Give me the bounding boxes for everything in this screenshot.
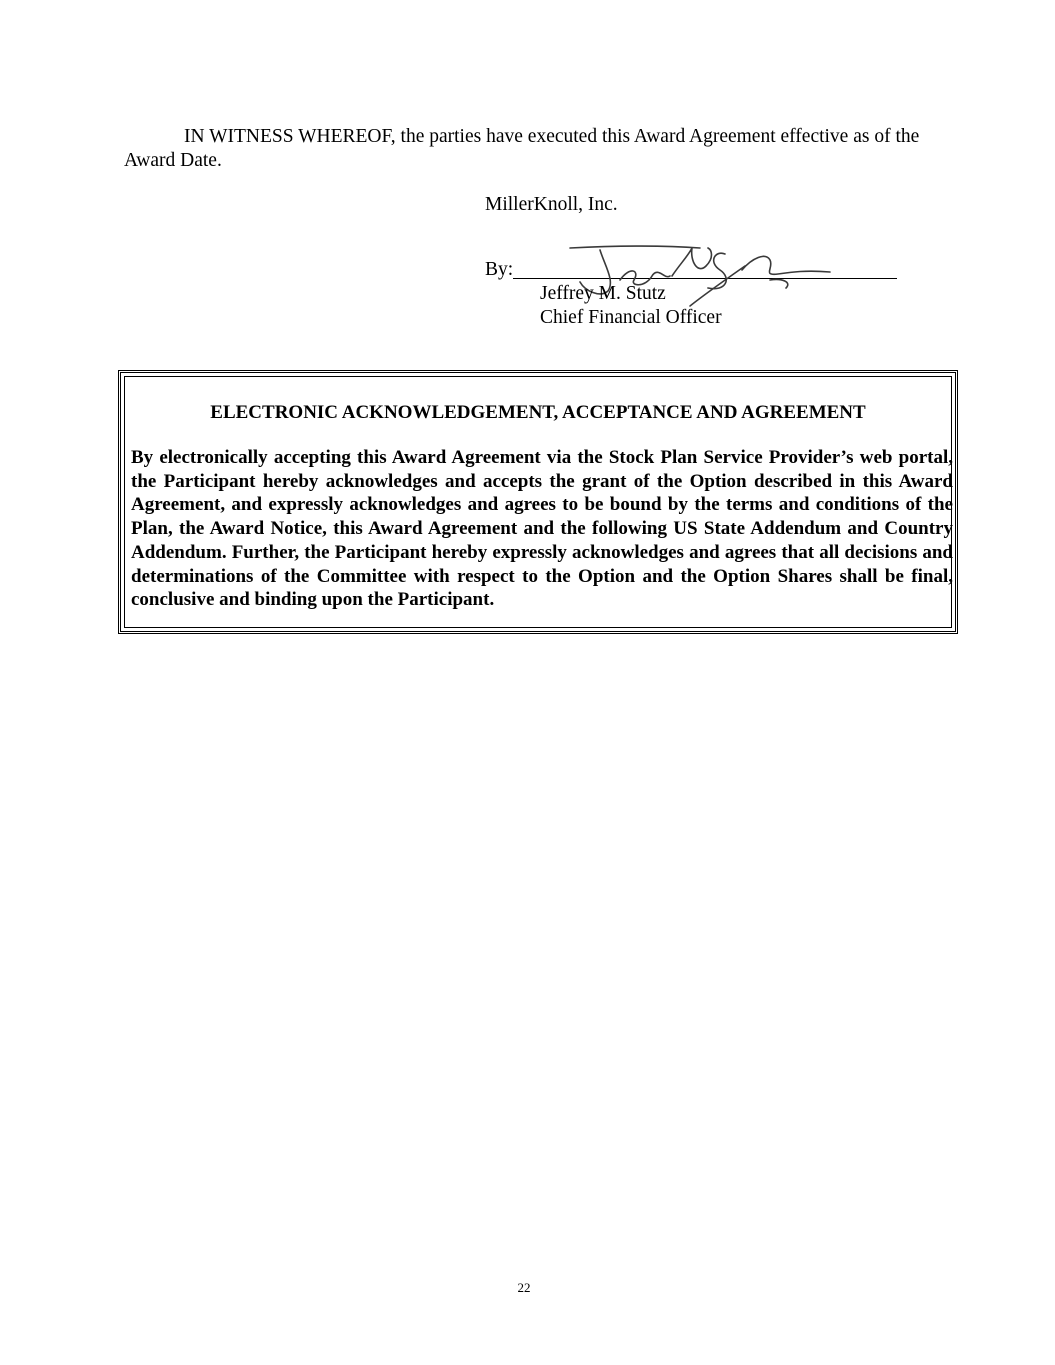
page-number: 22 (517, 1280, 531, 1295)
signer-title: Chief Financial Officer (540, 307, 722, 328)
company-name: MillerKnoll, Inc. (485, 194, 618, 215)
acknowledgement-box (118, 370, 958, 634)
witness-paragraph: IN WITNESS WHEREOF, the parties have executed this Award Agreement effective as of the Award Date. (124, 126, 920, 171)
acknowledgement-title: ELECTRONIC ACKNOWLEDGEMENT, ACCEPTANCE AND AGREEMENT (210, 402, 866, 423)
signer-name: Jeffrey M. Stutz (540, 283, 666, 304)
acknowledgement-body: By electronically accepting this Award Agreement via the Stock Plan Service Provider’s web portal, the Participant hereby acknowledges and accepts the grant of the Option described in this Award Agreement, and expressly acknowledges and agrees to be bound by the terms and conditions of the Plan, the Award Notice, this Award Agreement and the following US State Addendum and Country Addendum. Further, the Participant hereby expressly acknowledges and agrees that all decisions and determinations of the Committee with respect to the Option and the Option Shares shall be final, conclusive and binding upon the Participant. (131, 447, 953, 611)
by-label: By: (485, 259, 514, 280)
